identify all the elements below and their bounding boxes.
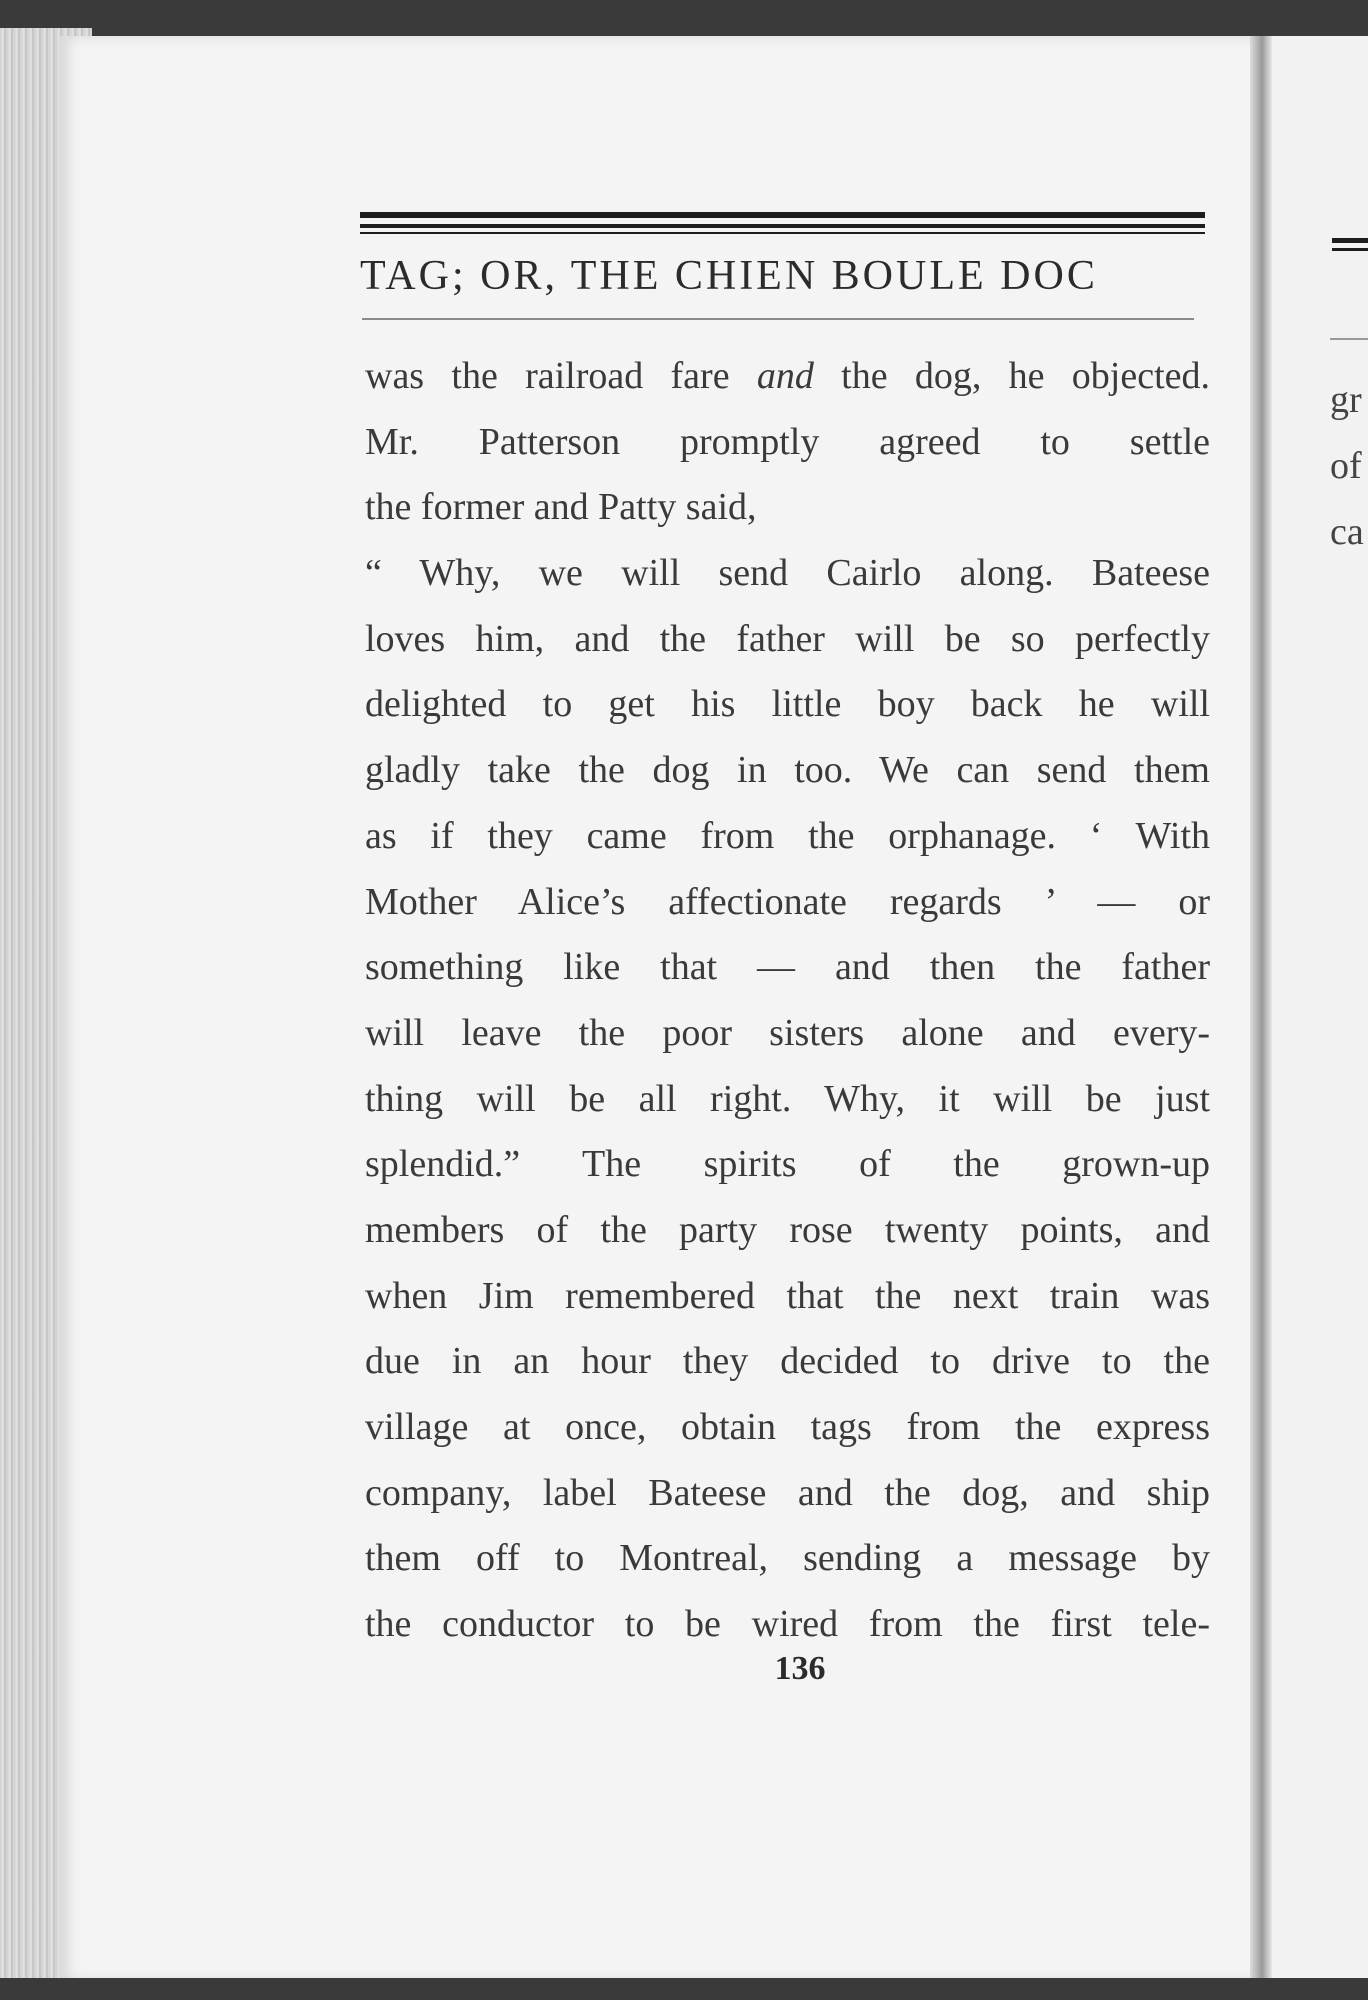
- text-line: [365, 1526, 1210, 1592]
- italic-word: and: [756, 355, 814, 397]
- scan-bottom-margin: [0, 1978, 1368, 2000]
- text-line: [365, 1264, 1210, 1330]
- facing-text-fragment: ca: [1330, 511, 1364, 553]
- text-segment: when Jim remembered that the next train was: [365, 1274, 1210, 1317]
- text-line: [365, 672, 1210, 738]
- text-line: [365, 1461, 1210, 1527]
- text-line: [365, 935, 1210, 1001]
- facing-header-rule: [1332, 238, 1368, 243]
- text-segment: the former and Patty said,: [365, 486, 757, 529]
- text-line: [365, 475, 1210, 541]
- text-line: [365, 1329, 1210, 1395]
- text-segment: was the railroad fare: [365, 355, 757, 397]
- text-line: [365, 1198, 1210, 1264]
- text-segment: members of the party rose twenty points, and: [365, 1208, 1210, 1251]
- facing-text-fragment: of: [1330, 445, 1362, 487]
- text-line: [365, 738, 1210, 804]
- facing-header-rule-thin: [1332, 248, 1368, 251]
- text-line: [365, 1001, 1210, 1067]
- text-segment: due in an hour they decided to drive to the: [365, 1340, 1210, 1383]
- text-line: [365, 1395, 1210, 1461]
- running-title: TAG; OR, THE CHIEN BOULE DOC: [360, 253, 1098, 299]
- text-segment: something like that — and then the father: [365, 946, 1210, 989]
- text-line: [365, 541, 1210, 607]
- text-segment: the conductor to be wired from the first tele-: [365, 1603, 1210, 1646]
- header-rule-middle: [360, 224, 1205, 228]
- text-segment: as if they came from the orphanage. ‘ With: [365, 814, 1210, 857]
- facing-text-fragment: gr: [1330, 379, 1362, 421]
- header-rule-top: [360, 212, 1205, 218]
- text-segment: Mr. Patterson promptly agreed to settle: [365, 420, 1210, 463]
- header-rule-bottom: [360, 232, 1205, 234]
- text-segment: them off to Montreal, sending a message by: [365, 1537, 1210, 1580]
- text-segment: splendid.” The spirits of the grown-up: [365, 1143, 1210, 1186]
- page-body-text: [365, 344, 1210, 1658]
- text-segment: thing will be all right. Why, it will be just: [365, 1077, 1210, 1120]
- text-segment: delighted to get his little boy back he will: [365, 683, 1210, 726]
- text-segment: gladly take the dog in too. We can send them: [365, 749, 1210, 792]
- book-gutter: [1250, 36, 1272, 1981]
- text-line: [365, 607, 1210, 673]
- text-segment: loves him, and the father will be so perfectly: [365, 617, 1210, 660]
- text-line: [365, 1132, 1210, 1198]
- text-line: [365, 410, 1210, 476]
- text-line: [365, 344, 1210, 410]
- text-segment: village at once, obtain tags from the express: [365, 1406, 1210, 1448]
- text-segment: company, label Bateese and the dog, and ship: [365, 1471, 1210, 1514]
- text-line: [365, 804, 1210, 870]
- facing-header-underline: [1330, 338, 1368, 340]
- text-line: [365, 870, 1210, 936]
- text-segment: will leave the poor sisters alone and every-: [365, 1011, 1210, 1054]
- text-segment: Mother Alice’s affectionate regards ’ — or: [365, 880, 1210, 923]
- text-line: [365, 1067, 1210, 1133]
- header-underline: [362, 318, 1194, 320]
- facing-page: [1272, 36, 1368, 1986]
- scan-top-margin: [0, 0, 1368, 36]
- text-segment: the dog, he objected.: [813, 355, 1210, 397]
- text-segment: “ Why, we will send Cairlo along. Bateese: [365, 552, 1210, 595]
- page-number: 136: [774, 1650, 826, 1687]
- text-line: [365, 1592, 1210, 1658]
